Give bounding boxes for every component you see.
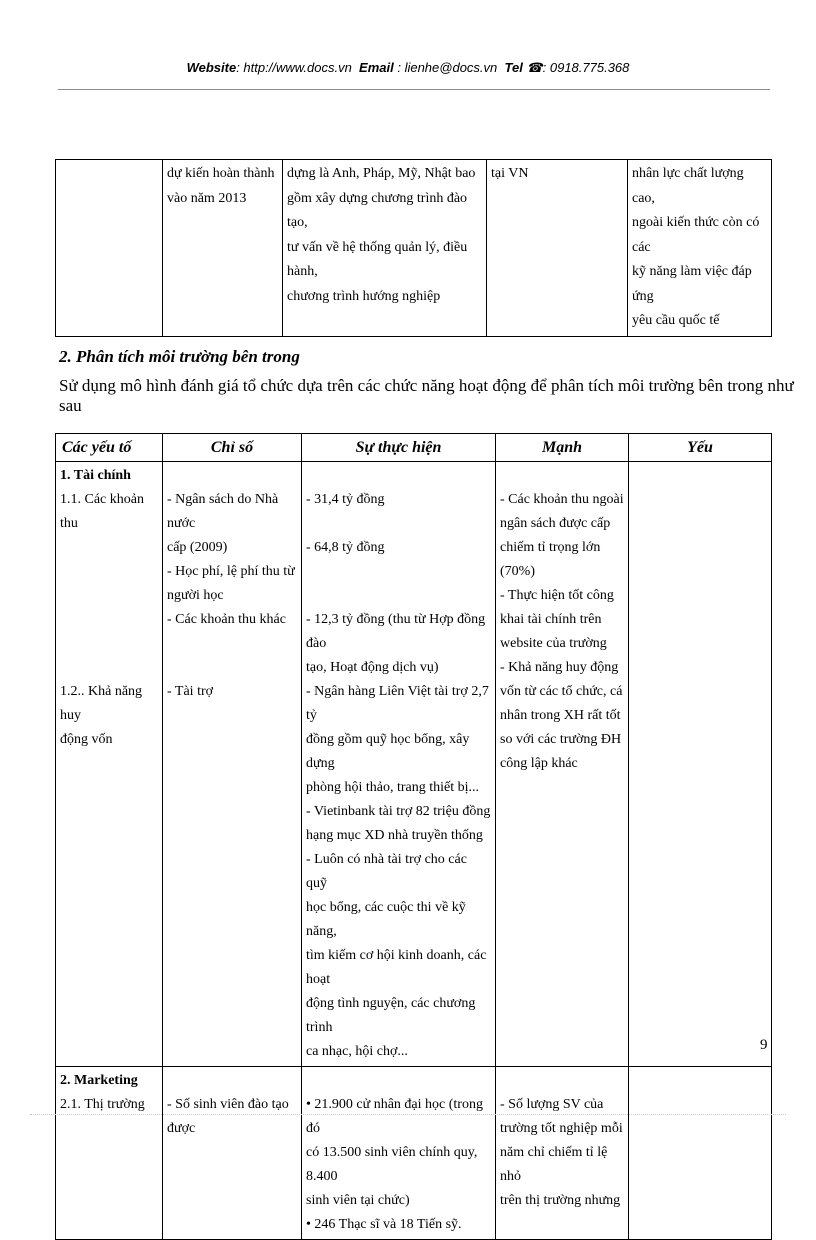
strength-line: nhân trong XH rất tốt bbox=[500, 708, 621, 723]
marketing-factors-cell bbox=[56, 1067, 163, 1240]
performance-line: • 21.900 cử nhân đại học (trong đó bbox=[306, 1097, 483, 1136]
cell-line: dựng là Anh, Pháp, Mỹ, Nhật bao bbox=[287, 166, 476, 181]
indicator-line: người học bbox=[167, 588, 224, 603]
continued-table bbox=[55, 159, 772, 337]
strength-line: - Các khoản thu ngoài bbox=[500, 492, 624, 507]
table-cell bbox=[56, 160, 163, 337]
finance-heading: 1. Tài chính bbox=[60, 468, 131, 483]
indicator-line: cấp (2009) bbox=[167, 540, 228, 555]
factor-label: 1.2.. Khả năng huy bbox=[60, 684, 143, 723]
cell-line: yêu cầu quốc tế bbox=[632, 313, 720, 328]
strength-line: trường tốt nghiệp mỗi bbox=[500, 1121, 623, 1136]
section-title: 2. Phân tích môi trường bên trong bbox=[59, 347, 300, 366]
tel-number: : 0918.775.368 bbox=[542, 60, 630, 75]
marketing-strengths-cell bbox=[496, 1067, 629, 1240]
strength-line: năm chỉ chiếm tỉ lệ nhỏ bbox=[500, 1145, 608, 1184]
section-description: Sử dụng mô hình đánh giá tổ chức dựa trên các chức năng hoạt động để phân tích môi trường bên trong như sau bbox=[59, 376, 794, 415]
performance-line: tìm kiếm cơ hội kinh doanh, các hoạt bbox=[306, 948, 487, 987]
table-header-row bbox=[56, 434, 772, 462]
performance-line: học bổng, các cuộc thi về kỹ năng, bbox=[306, 900, 466, 939]
cell-line: kỹ năng làm việc đáp ứng bbox=[632, 264, 752, 304]
column-header-strengths: Mạnh bbox=[496, 434, 629, 462]
cell-line: tư vấn về hệ thống quản lý, điều hành, bbox=[287, 239, 468, 279]
cell-line: nhân lực chất lượng cao, bbox=[632, 166, 744, 206]
performance-line: - 12,3 tỷ đồng (thu từ Hợp đồng đào bbox=[306, 612, 486, 651]
column-header-weaknesses: Yếu bbox=[629, 434, 772, 462]
factor-label: động vốn bbox=[60, 732, 113, 747]
cell-line: tại VN bbox=[491, 166, 529, 181]
table-row bbox=[56, 1067, 772, 1240]
column-header-factors: Các yếu tố bbox=[56, 434, 163, 462]
column-header-performance: Sự thực hiện bbox=[302, 434, 496, 462]
header-divider bbox=[58, 89, 770, 90]
performance-line: tạo, Hoạt động dịch vụ) bbox=[306, 660, 439, 675]
marketing-heading: 2. Marketing bbox=[60, 1073, 138, 1088]
page-number: 9 bbox=[760, 1037, 768, 1053]
finance-factors-cell bbox=[56, 462, 163, 1067]
strength-line: công lập khác bbox=[500, 756, 578, 771]
table-row bbox=[56, 160, 772, 337]
cell-line: dự kiến hoàn thành bbox=[167, 166, 275, 181]
table-cell bbox=[487, 160, 628, 337]
strength-line: (70%) bbox=[500, 564, 535, 579]
finance-weakness-cell bbox=[629, 462, 772, 1067]
indicator-line: - Các khoản thu khác bbox=[167, 612, 286, 627]
factor-label: 1.1. Các khoản thu bbox=[60, 492, 144, 531]
column-header-indicators: Chỉ số bbox=[163, 434, 302, 462]
finance-strengths-cell bbox=[496, 462, 629, 1067]
email-address[interactable]: : lienhe@docs.vn bbox=[393, 60, 498, 75]
table-row bbox=[56, 462, 772, 1067]
marketing-weakness-cell bbox=[629, 1067, 772, 1240]
cell-line: gồm xây dựng chương trình đào tạo, bbox=[287, 190, 468, 230]
tel-label: Tel bbox=[504, 60, 523, 75]
strength-line: - Khả năng huy động bbox=[500, 660, 619, 675]
performance-line: - 64,8 tỷ đồng bbox=[306, 540, 385, 555]
page-header bbox=[0, 60, 816, 76]
marketing-indicators-cell bbox=[163, 1067, 302, 1240]
indicator-line: - Tài trợ bbox=[167, 684, 214, 699]
performance-line: - Ngân hàng Liên Việt tài trợ 2,7 tỷ bbox=[306, 684, 489, 723]
performance-line: sinh viên tại chức) bbox=[306, 1193, 410, 1208]
analysis-table bbox=[55, 433, 772, 1240]
strength-line: khai tài chính trên bbox=[500, 612, 602, 627]
strength-line: so với các trường ĐH bbox=[500, 732, 622, 747]
performance-line: - Luôn có nhà tài trợ cho các quỹ bbox=[306, 852, 467, 891]
table-cell bbox=[628, 160, 772, 337]
factor-label: 2.1. Thị trường bbox=[60, 1097, 145, 1112]
performance-line: có 13.500 sinh viên chính quy, 8.400 bbox=[306, 1145, 478, 1184]
table-cell bbox=[283, 160, 487, 337]
indicator-line: được bbox=[167, 1121, 196, 1136]
website-label: Website bbox=[186, 60, 237, 75]
performance-line: - 31,4 tỷ đồng bbox=[306, 492, 385, 507]
performance-line: động tình nguyện, các chương trình bbox=[306, 996, 476, 1035]
strength-line: - Thực hiện tốt công bbox=[500, 588, 614, 603]
email-label: Email bbox=[359, 60, 394, 75]
strength-line: - Số lượng SV của bbox=[500, 1097, 604, 1112]
indicator-line: - Ngân sách do Nhà nước bbox=[167, 492, 279, 531]
indicator-line: - Số sinh viên đào tạo bbox=[167, 1097, 289, 1112]
performance-line: đồng gồm quỹ học bổng, xây dựng bbox=[306, 732, 470, 771]
cell-line: chương trình hướng nghiệp bbox=[287, 288, 441, 304]
strength-line: chiếm tỉ trọng lớn bbox=[500, 540, 601, 555]
strength-line: vốn từ các tổ chức, cá bbox=[500, 684, 623, 699]
indicator-line: - Học phí, lệ phí thu từ bbox=[167, 564, 295, 579]
strength-line: ngân sách được cấp bbox=[500, 516, 611, 531]
website-url[interactable]: : http://www.docs.vn bbox=[236, 60, 352, 75]
finance-performance-cell bbox=[302, 462, 496, 1067]
strength-line: website của trường bbox=[500, 636, 607, 651]
performance-line: hạng mục XD nhà truyền thống bbox=[306, 828, 483, 843]
phone-icon: ☎ bbox=[526, 60, 543, 75]
marketing-performance-cell bbox=[302, 1067, 496, 1240]
table-cell bbox=[163, 160, 283, 337]
cell-line: vào năm 2013 bbox=[167, 190, 247, 206]
cell-line: ngoài kiến thức còn có các bbox=[632, 215, 760, 255]
strength-line: trên thị trường nhưng bbox=[500, 1193, 621, 1208]
performance-line: phòng hội thảo, trang thiết bị... bbox=[306, 780, 480, 795]
performance-line: - Vietinbank tài trợ 82 triệu đồng bbox=[306, 804, 491, 819]
performance-line: ca nhạc, hội chợ... bbox=[306, 1044, 408, 1059]
footer-divider bbox=[30, 1114, 786, 1115]
finance-indicators-cell bbox=[163, 462, 302, 1067]
performance-line: • 246 Thạc sĩ và 18 Tiến sỹ. bbox=[306, 1217, 462, 1232]
